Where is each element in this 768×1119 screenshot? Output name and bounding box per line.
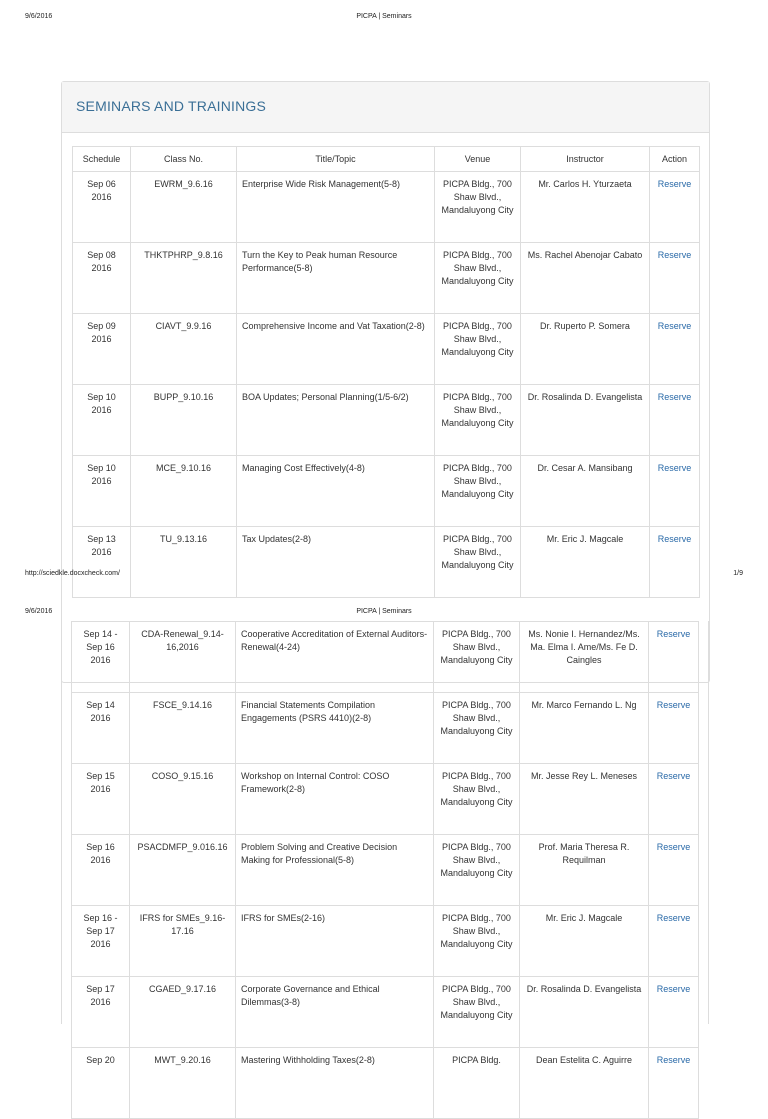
table-row	[73, 385, 700, 456]
cell-class-no: EWRM_9.6.16	[131, 172, 237, 243]
cell-action	[650, 243, 700, 314]
col-header-class-no: Class No.	[131, 147, 237, 172]
cell-class-no: CIAVT_9.9.16	[131, 314, 237, 385]
reserve-link[interactable]: Reserve	[656, 913, 691, 923]
cell-title: Corporate Governance and Ethical Dilemmas(3-8)	[236, 977, 434, 1048]
cell-instructor: Dr. Rosalinda D. Evangelista	[521, 385, 650, 456]
table-body-page1	[73, 172, 700, 598]
cell-instructor: Mr. Eric J. Magcale	[520, 906, 649, 977]
cell-instructor: Mr. Eric J. Magcale	[521, 527, 650, 598]
seminars-table-continued	[71, 621, 699, 1119]
cell-schedule: Sep 14 - Sep 16 2016	[72, 622, 130, 693]
cell-action	[650, 385, 700, 456]
cell-schedule: Sep 14 2016	[72, 693, 130, 764]
cell-class-no: COSO_9.15.16	[130, 764, 236, 835]
seminars-panel	[61, 81, 710, 683]
cell-action	[649, 835, 699, 906]
reserve-link[interactable]: Reserve	[657, 321, 692, 331]
cell-class-no: BUPP_9.10.16	[131, 385, 237, 456]
print-url: http://sciedkle.docxcheck.com/	[25, 570, 120, 577]
panel-left-border	[61, 621, 62, 1024]
cell-title: Tax Updates(2-8)	[237, 527, 435, 598]
cell-instructor: Dr. Cesar A. Mansibang	[521, 456, 650, 527]
cell-title: Financial Statements Compilation Engagements (PSRS 4410)(2-8)	[236, 693, 434, 764]
cell-schedule: Sep 06 2016	[73, 172, 131, 243]
cell-action	[649, 693, 699, 764]
cell-title: Comprehensive Income and Vat Taxation(2-8)	[237, 314, 435, 385]
col-header-instructor: Instructor	[521, 147, 650, 172]
cell-venue: PICPA Bldg., 700 Shaw Blvd., Mandaluyong City	[435, 456, 521, 527]
cell-action	[650, 314, 700, 385]
cell-venue: PICPA Bldg., 700 Shaw Blvd., Mandaluyong City	[435, 527, 521, 598]
cell-action	[649, 906, 699, 977]
cell-schedule: Sep 16 2016	[72, 835, 130, 906]
cell-venue: PICPA Bldg., 700 Shaw Blvd., Mandaluyong City	[435, 243, 521, 314]
cell-title: Mastering Withholding Taxes(2-8)	[236, 1048, 434, 1119]
cell-venue: PICPA Bldg., 700 Shaw Blvd., Mandaluyong City	[434, 835, 520, 906]
reserve-link[interactable]: Reserve	[656, 1055, 691, 1065]
col-header-schedule: Schedule	[73, 147, 131, 172]
print-header-page2	[0, 605, 768, 619]
cell-instructor: Mr. Carlos H. Yturzaeta	[521, 172, 650, 243]
cell-action	[650, 527, 700, 598]
table-row	[72, 977, 699, 1048]
reserve-link[interactable]: Reserve	[656, 700, 691, 710]
cell-venue: PICPA Bldg., 700 Shaw Blvd., Mandaluyong City	[435, 314, 521, 385]
print-date: 9/6/2016	[25, 13, 53, 20]
table-row	[72, 622, 699, 693]
cell-schedule: Sep 16 - Sep 17 2016	[72, 906, 130, 977]
table-row	[73, 172, 700, 243]
cell-class-no: TU_9.13.16	[131, 527, 237, 598]
table-row	[72, 835, 699, 906]
cell-title: BOA Updates; Personal Planning(1/5-6/2)	[237, 385, 435, 456]
table-continued-wrap	[71, 621, 699, 1119]
cell-title: Workshop on Internal Control: COSO Framework(2-8)	[236, 764, 434, 835]
reserve-link[interactable]: Reserve	[657, 250, 692, 260]
cell-schedule: Sep 17 2016	[72, 977, 130, 1048]
cell-action	[649, 977, 699, 1048]
table-row	[72, 764, 699, 835]
cell-instructor: Dr. Ruperto P. Somera	[521, 314, 650, 385]
cell-class-no: CGAED_9.17.16	[130, 977, 236, 1048]
panel-right-border	[708, 621, 709, 1024]
print-page-number: 1/9	[733, 570, 743, 577]
reserve-link[interactable]: Reserve	[656, 842, 691, 852]
cell-instructor: Ms. Nonie I. Hernandez/Ms. Ma. Elma I. Ame/Ms. Fe D. Caingles	[520, 622, 649, 693]
cell-action	[650, 456, 700, 527]
cell-instructor: Prof. Maria Theresa R. Requilman	[520, 835, 649, 906]
cell-title: Problem Solving and Creative Decision Making for Professional(5-8)	[236, 835, 434, 906]
reserve-link[interactable]: Reserve	[656, 771, 691, 781]
table-row	[73, 527, 700, 598]
cell-title: Enterprise Wide Risk Management(5-8)	[237, 172, 435, 243]
cell-schedule: Sep 20	[72, 1048, 130, 1119]
cell-action	[650, 172, 700, 243]
cell-venue: PICPA Bldg., 700 Shaw Blvd., Mandaluyong City	[434, 622, 520, 693]
col-header-action: Action	[650, 147, 700, 172]
cell-schedule: Sep 10 2016	[73, 456, 131, 527]
cell-class-no: THKTPHRP_9.8.16	[131, 243, 237, 314]
cell-venue: PICPA Bldg., 700 Shaw Blvd., Mandaluyong City	[434, 977, 520, 1048]
cell-schedule: Sep 13 2016	[73, 527, 131, 598]
reserve-link[interactable]: Reserve	[657, 534, 692, 544]
print-footer	[0, 567, 768, 581]
table-row	[73, 456, 700, 527]
cell-venue: PICPA Bldg., 700 Shaw Blvd., Mandaluyong City	[435, 172, 521, 243]
cell-class-no: MCE_9.10.16	[131, 456, 237, 527]
table-row	[72, 1048, 699, 1119]
cell-instructor: Mr. Jesse Rey L. Meneses	[520, 764, 649, 835]
cell-venue: PICPA Bldg.	[434, 1048, 520, 1119]
cell-instructor: Ms. Rachel Abenojar Cabato	[521, 243, 650, 314]
table-row	[73, 243, 700, 314]
cell-instructor: Dean Estelita C. Aguirre	[520, 1048, 649, 1119]
cell-venue: PICPA Bldg., 700 Shaw Blvd., Mandaluyong City	[434, 764, 520, 835]
cell-venue: PICPA Bldg., 700 Shaw Blvd., Mandaluyong City	[434, 693, 520, 764]
cell-instructor: Dr. Rosalinda D. Evangelista	[520, 977, 649, 1048]
cell-schedule: Sep 15 2016	[72, 764, 130, 835]
reserve-link[interactable]: Reserve	[656, 984, 691, 994]
page2-clip	[0, 621, 768, 1065]
cell-schedule: Sep 08 2016	[73, 243, 131, 314]
cell-instructor: Mr. Marco Fernando L. Ng	[520, 693, 649, 764]
reserve-link[interactable]: Reserve	[657, 392, 692, 402]
cell-class-no: MWT_9.20.16	[130, 1048, 236, 1119]
seminars-table	[72, 146, 700, 598]
cell-class-no: IFRS for SMEs_9.16-17.16	[130, 906, 236, 977]
cell-venue: PICPA Bldg., 700 Shaw Blvd., Mandaluyong City	[435, 385, 521, 456]
table-row	[72, 906, 699, 977]
table-body-page2	[72, 622, 699, 1119]
table-row	[72, 693, 699, 764]
print-title-page2: PICPA | Seminars	[356, 608, 412, 615]
cell-title: Cooperative Accreditation of External Auditors-Renewal(4-24)	[236, 622, 434, 693]
panel-title: SEMINARS AND TRAININGS	[62, 82, 709, 133]
cell-action	[649, 764, 699, 835]
cell-schedule: Sep 09 2016	[73, 314, 131, 385]
cell-class-no: PSACDMFP_9.016.16	[130, 835, 236, 906]
reserve-link[interactable]: Reserve	[656, 629, 691, 639]
reserve-link[interactable]: Reserve	[657, 463, 692, 473]
cell-action	[649, 622, 699, 693]
cell-title: IFRS for SMEs(2-16)	[236, 906, 434, 977]
cell-title: Managing Cost Effectively(4-8)	[237, 456, 435, 527]
table-header-row	[73, 147, 700, 172]
print-title: PICPA | Seminars	[356, 13, 412, 20]
reserve-link[interactable]: Reserve	[657, 179, 692, 189]
cell-action	[649, 1048, 699, 1119]
cell-venue: PICPA Bldg., 700 Shaw Blvd., Mandaluyong City	[434, 906, 520, 977]
cell-class-no: FSCE_9.14.16	[130, 693, 236, 764]
print-date-page2: 9/6/2016	[25, 608, 53, 615]
cell-class-no: CDA-Renewal_9.14-16,2016	[130, 622, 236, 693]
col-header-title: Title/Topic	[237, 147, 435, 172]
table-row	[73, 314, 700, 385]
cell-title: Turn the Key to Peak human Resource Performance(5-8)	[237, 243, 435, 314]
col-header-venue: Venue	[435, 147, 521, 172]
panel-body	[62, 133, 709, 598]
cell-schedule: Sep 10 2016	[73, 385, 131, 456]
